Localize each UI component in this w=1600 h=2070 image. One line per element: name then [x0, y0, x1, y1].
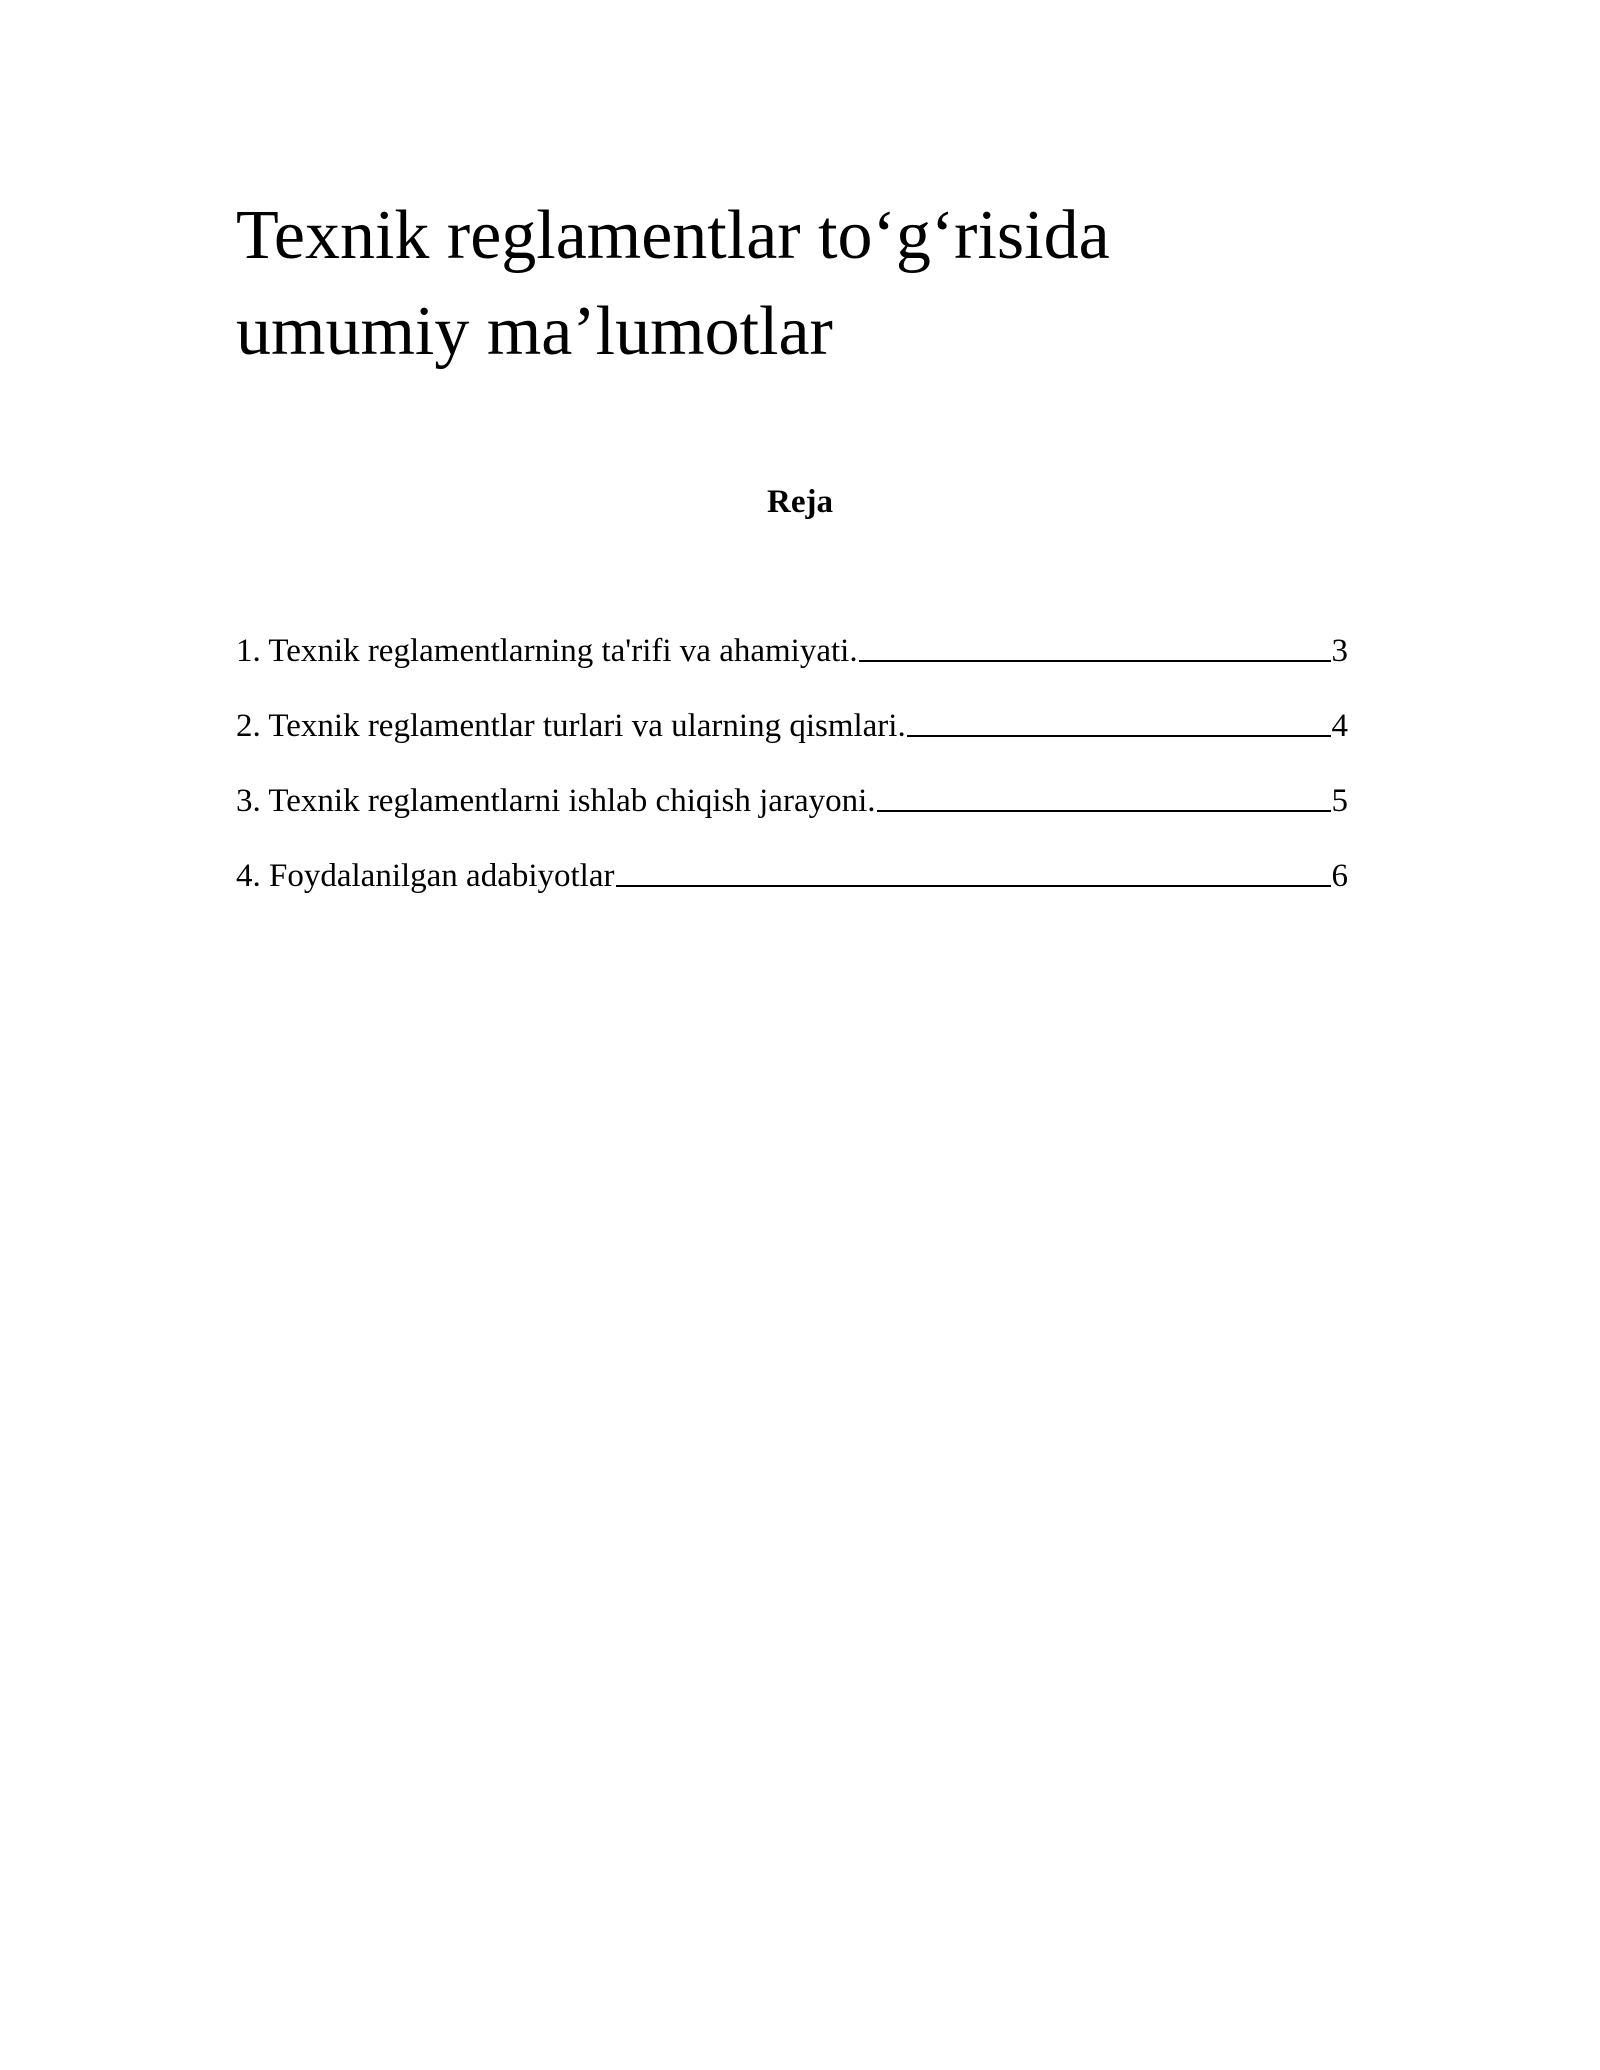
toc-leader-line [616, 885, 1331, 887]
toc-item-page: 5 [1331, 783, 1348, 819]
toc-item [236, 779, 1348, 854]
toc-item-text: 1. Texnik reglamentlarning ta'rifi va ahamiyati. [236, 633, 858, 669]
toc-item-text: 2. Texnik reglamentlar turlari va ularning qismlari. [236, 708, 906, 744]
plan-heading: Reja [767, 484, 833, 520]
toc-item [236, 854, 1348, 929]
toc-item-page: 6 [1331, 858, 1348, 894]
toc-leader-line [907, 735, 1331, 737]
toc-item-text: 3. Texnik reglamentlarni ishlab chiqish jarayoni. [236, 783, 876, 819]
title-line-1: Texnik reglamentlar to‘g‘risida [236, 197, 1110, 274]
document-title [236, 188, 1356, 380]
toc-leader-line [859, 660, 1331, 662]
toc-item-page: 3 [1331, 633, 1348, 669]
toc-item-text: 4. Foydalanilgan adabiyotlar [236, 858, 615, 894]
table-of-contents [236, 629, 1348, 929]
title-line-2: umumiy ma’lumotlar [236, 293, 833, 370]
toc-item-page: 4 [1331, 708, 1348, 744]
toc-item [236, 629, 1348, 704]
toc-leader-line [877, 810, 1331, 812]
toc-item [236, 704, 1348, 779]
